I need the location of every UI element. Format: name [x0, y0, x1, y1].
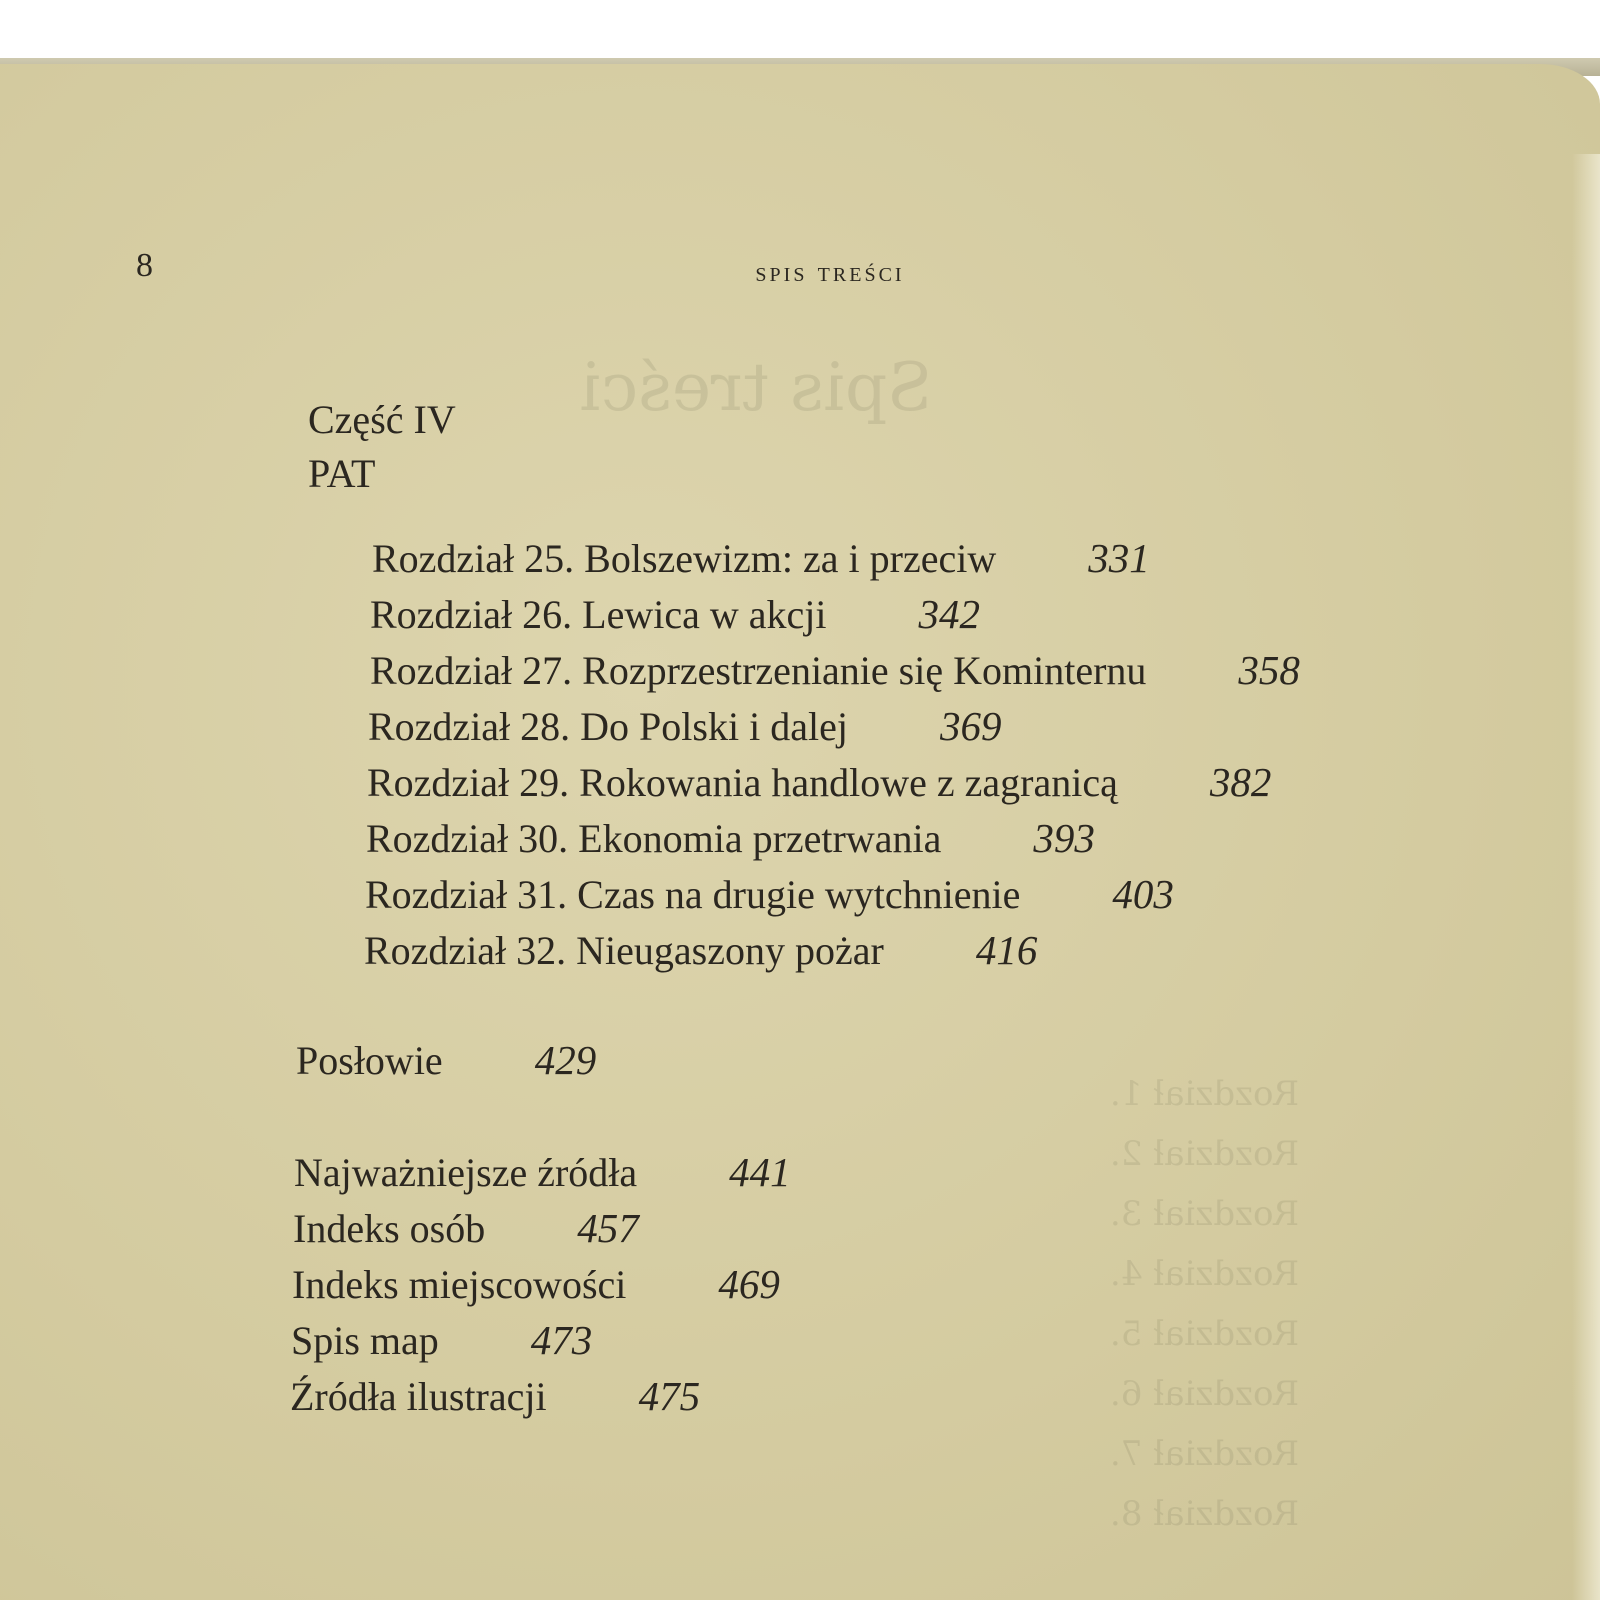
toc-entry-page: 441: [729, 1149, 791, 1195]
toc-entry-title: Rozdział 31. Czas na drugie wytchnienie: [365, 872, 1021, 917]
toc-entry-page: 342: [918, 591, 980, 637]
toc-entry-map-list: [291, 1316, 592, 1364]
toc-entry-chapter-28: [368, 702, 1001, 750]
toc-entry-sources: [294, 1148, 791, 1196]
toc-entry-chapter-32: [364, 926, 1037, 974]
toc-entry-page: 403: [1112, 871, 1174, 917]
toc-entry-title: Źródła ilustracji: [290, 1374, 547, 1419]
toc-entry-place-index: [292, 1260, 780, 1308]
toc-entry-title: Indeks miejscowości: [292, 1262, 627, 1307]
toc-entry-title: Rozdział 28. Do Polski i dalej: [368, 704, 848, 749]
toc-entry-page: 473: [530, 1317, 593, 1363]
toc-entry-title: Rozdział 25. Bolszewizm: za i przeciw: [372, 536, 997, 581]
toc-entry-page: 382: [1209, 759, 1272, 805]
page-right-edge: [1572, 154, 1600, 1600]
toc-entry-title: Indeks osób: [293, 1206, 486, 1251]
part-label: Część IV: [308, 397, 456, 442]
toc-entry-title: Najważniejsze źródła: [294, 1150, 638, 1195]
toc-entry-title: Rozdział 26. Lewica w akcji: [370, 592, 827, 637]
toc-entry-page: 358: [1238, 647, 1300, 693]
toc-entry-page: 457: [577, 1205, 639, 1251]
toc-entry-chapter-29: [367, 758, 1271, 806]
book-page: Spis treści Rozdział 1. Rozdział 2. Rozdział 3. Rozdział 4. Rozdział 5. Rozdział 6. Rozdział 7. Rozdział 8. 8 spis treści Część IV PAT Rozdział 25. Bolszewizm: za i przeciw 331 Rozdział 26. Lewica w akcji 342 Rozdział 27. Rozprzestrzenianie się Kominternu 358 Rozdział 28. Do Polski i dalej 369 Rozdział 29. Rokowania handlowe z zagranicą 382 Rozdział 30. Ekonomia przetrwania 393 Rozdział 31. Czas na drugie wytchnienie 403 Rozdział 32. Nieugaszony pożar 416 Posłowie 429 Najważniejsze źródła 441 Indeks osób 457 Indeks miejscowości 469 Spis map 473 Źródła ilustracji 475: [0, 64, 1600, 1600]
toc-entry-title: Rozdział 30. Ekonomia przetrwania: [366, 816, 942, 861]
running-head: spis treści: [755, 256, 905, 288]
toc-entry-chapter-26: [370, 590, 980, 638]
toc-entry-title: Rozdział 32. Nieugaszony pożar: [364, 928, 884, 973]
toc-entry-page: 475: [638, 1373, 701, 1419]
toc-entry-person-index: [293, 1204, 639, 1252]
page-number: 8: [136, 247, 153, 284]
toc-entry-page: 393: [1033, 815, 1095, 861]
toc-entry-chapter-30: [366, 814, 1095, 862]
toc-entry-page: 331: [1088, 535, 1150, 581]
toc-entry-illustration-sources: [290, 1372, 700, 1420]
part-title: PAT: [308, 451, 376, 496]
toc-entry-title: Spis map: [291, 1318, 439, 1363]
toc-entry-chapter-27: [370, 646, 1300, 694]
toc-entry-page: 416: [975, 927, 1038, 973]
toc-entry-page: 469: [718, 1261, 780, 1307]
toc-entry-page: 369: [939, 703, 1002, 749]
toc-entry-title: Posłowie: [296, 1038, 443, 1083]
toc-entry-afterword: [296, 1036, 596, 1084]
toc-entry-title: Rozdział 27. Rozprzestrzenianie się Kominternu: [370, 648, 1147, 693]
toc-entry-chapter-31: [365, 870, 1174, 918]
toc-entry-title: Rozdział 29. Rokowania handlowe z zagranicą: [367, 760, 1118, 805]
toc-entry-page: 429: [534, 1037, 597, 1083]
toc-entry-chapter-25: [372, 534, 1150, 582]
